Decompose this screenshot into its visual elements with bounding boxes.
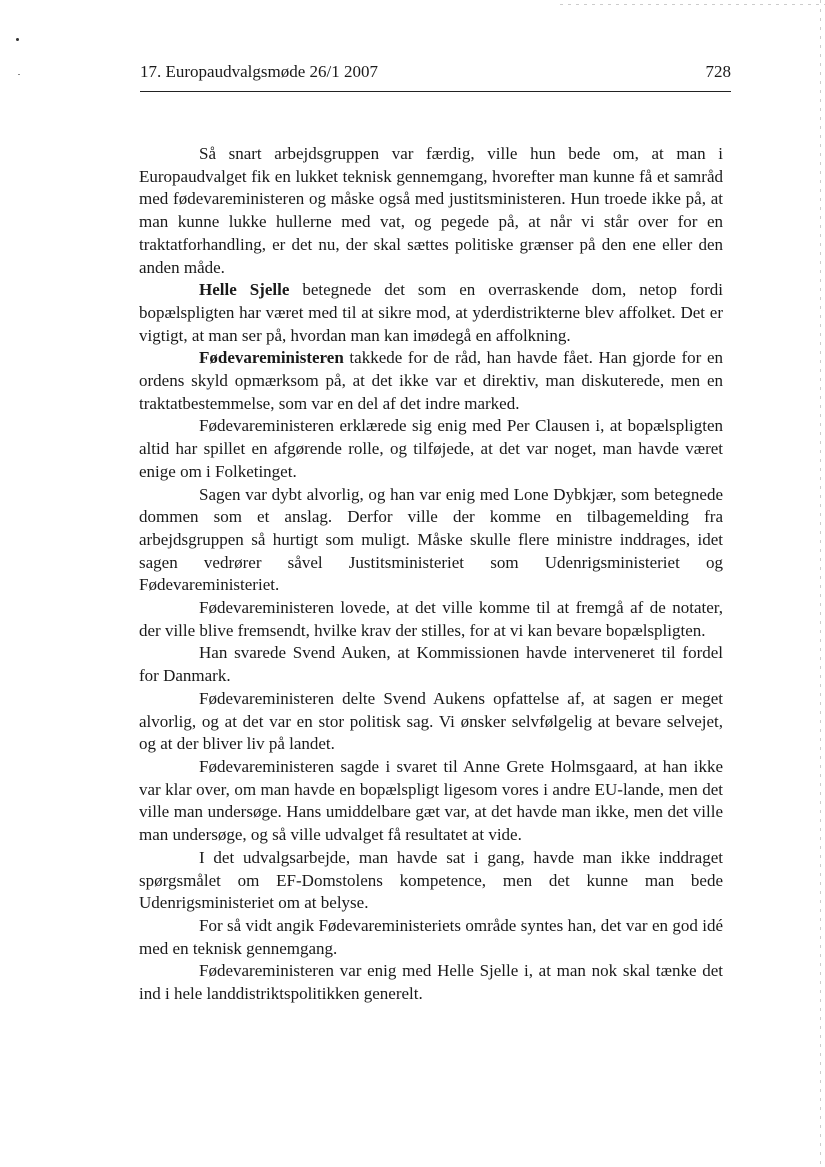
paragraph: [139, 960, 723, 1005]
header-title: 17. Europaudvalgsmøde 26/1 2007: [140, 62, 378, 81]
paragraph-text: Han svarede Svend Auken, at Kommissionen havde interveneret til fordel for Danmark.: [139, 643, 723, 686]
paragraph-text: Fødevareministeren var enig med Helle Sjelle i, at man nok skal tænke det ind i hele landdistriktspolitikken generelt.: [139, 961, 723, 1004]
paragraph-text: Så snart arbejdsgruppen var færdig, ville hun bede om, at man i Europaudvalget fik en lukket teknisk gennemgang, hvorefter man kunne få et samråd med fødevareministeren og måske også med justitsministeren. Hun troede ikke på, at man kunne lukke hullerne med vat, og pegede på, at når vi står over for en traktatforhandling, er det nu, der skal sættes politiske grænser på den ene eller den anden måde.: [139, 144, 723, 277]
paragraph-text: takkede for de råd, han havde fået. Han gjorde for en ordens skyld opmærksom på, at det ikke var et direktiv, man diskuterede, men en traktatbestemmelse, som var en del af det indre marked.: [139, 348, 723, 413]
paragraph-text: Fødevareministeren lovede, at det ville komme til at fremgå af de notater, der ville blive fremsendt, hvilke krav der stilles, for at vi kan bevare bopælspligten.: [139, 598, 723, 640]
paragraph-text: Fødevareministeren sagde i svaret til Anne Grete Holmsgaard, at han ikke var klar over, om man havde en bopælspligt ligesom vores i andre EU-lande, men det ville man undersøge. Hans umiddelbare gæt var, at det havde man ikke, men det ville man undersøge, og så ville udvalget få resultatet at vide.: [139, 756, 723, 845]
page-number: 728: [705, 62, 731, 81]
paragraph: [139, 279, 723, 347]
paragraph-text: Sagen var dybt alvorlig, og han var enig med Lone Dybkjær, som betegnede dommen som et anslag. Derfor ville der komme en tilbagemelding fra arbejdsgruppen så hurtigt som muligt. Måske skulle flere ministre inddrages, idet sagen vedrører såvel Justitsministeriet som Udenrigsministeriet og Fødevareministeriet.: [139, 484, 723, 595]
paragraph-text: For så vidt angik Fødevareministeriets område syntes han, det var en god idé med en teknisk gennemgang.: [139, 915, 723, 958]
paragraph: [139, 642, 723, 687]
paragraph: [139, 756, 723, 847]
paragraph: [139, 847, 723, 915]
paragraph-text: I det udvalgsarbejde, man havde sat i gang, havde man ikke inddraget spørgsmålet om EF-Domstolens kompetence, men det kunne man bede Udenrigsministeriet om at belyse.: [139, 847, 723, 913]
paragraph: [139, 597, 723, 642]
speaker-name: Helle Sjelle: [199, 280, 290, 300]
paragraph: [139, 915, 723, 960]
paragraph: [139, 347, 723, 415]
scan-speck: [16, 38, 19, 41]
paragraph: [139, 143, 723, 279]
scan-edge-right: [820, 0, 821, 1167]
running-header: [140, 62, 731, 82]
paragraph: [139, 415, 723, 483]
paragraph: [139, 484, 723, 598]
speaker-name: Fødevareministeren: [199, 348, 344, 368]
paragraph-text: Fødevareministeren erklærede sig enig med Per Clausen i, at bopælspligten altid har spillet en afgørende rolle, og tilføjede, at det var noget, man havde været enige om i Folketinget.: [139, 416, 723, 481]
paragraph-text: Fødevareministeren delte Svend Aukens opfattelse af, at sagen er meget alvorlig, og at det var en stor politisk sag. Vi ønsker selvfølgelig at bevare selvejet, og at der bliver liv på landet.: [139, 688, 723, 754]
scan-edge-top: [560, 4, 825, 5]
header-rule: [140, 91, 731, 92]
paragraph: [139, 688, 723, 756]
minutes-body: [139, 143, 723, 1006]
paragraph-text: betegnede det som en overraskende dom, netop fordi bopælspligten har været med til at sikre mod, at yderdistrikterne blev affolket. Det er vigtigt, at man ser på, hvordan man kan imødegå en affolkning.: [139, 280, 723, 345]
scan-speck: [18, 74, 20, 75]
